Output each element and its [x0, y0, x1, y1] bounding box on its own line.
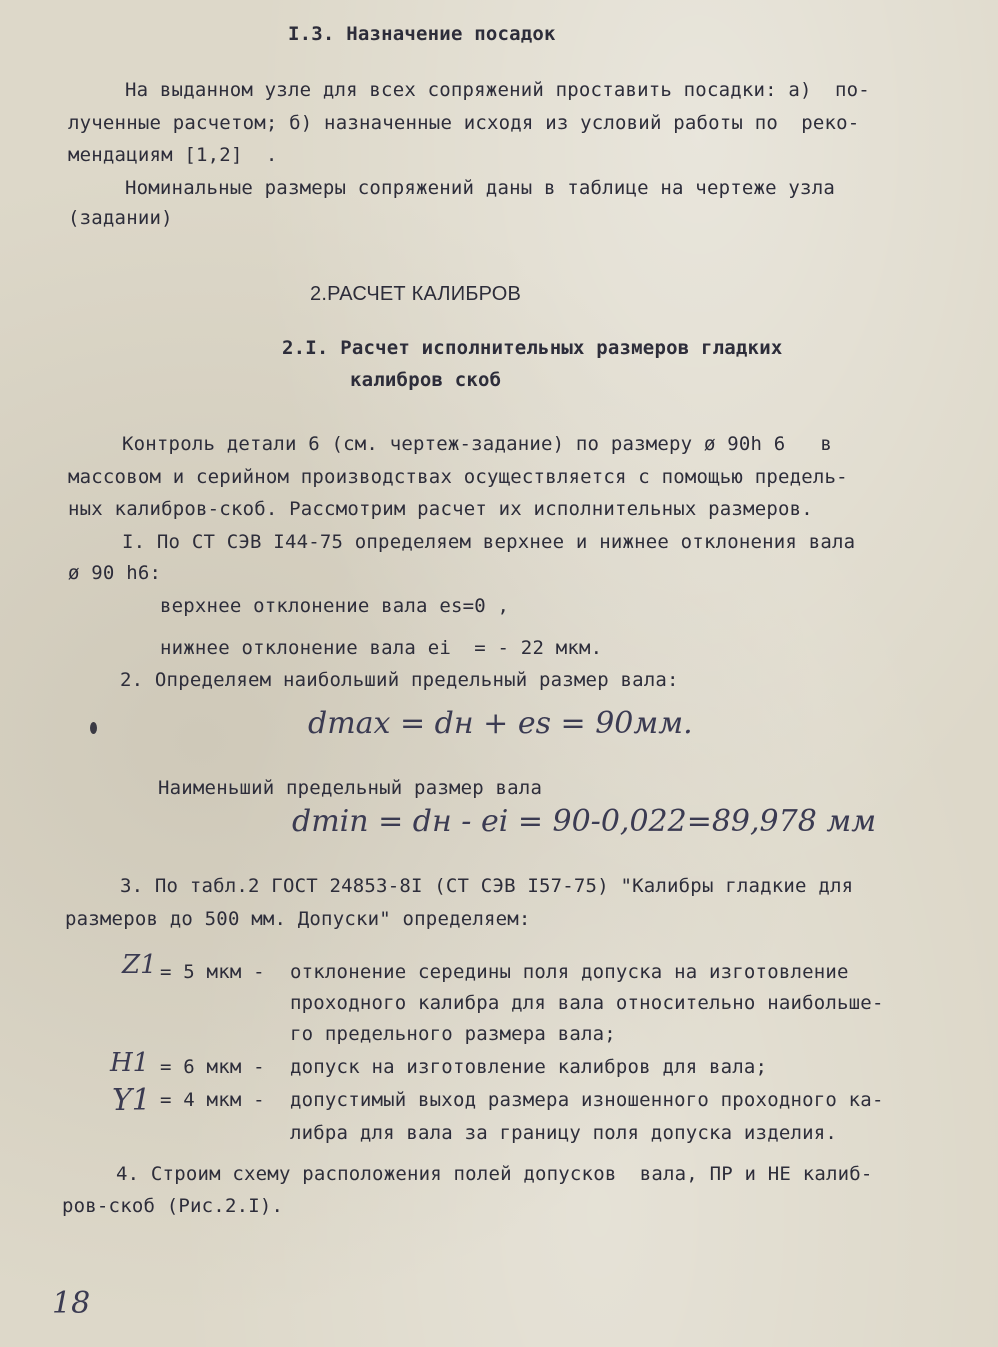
step-1-line: I. По СТ СЭВ I44-75 определяем верхнее и нижнее отклонения вала: [122, 531, 856, 553]
h1-description: допуск на изготовление калибров для вала;: [290, 1056, 768, 1078]
paragraph-line: лученные расчетом; б) назначенные исходя из условий работы по реко-: [68, 112, 860, 134]
step-3-line: размеров до 500 мм. Допуски" определяем:: [65, 908, 531, 930]
y1-description: допустимый выход размера изношенного проходного ка-: [290, 1089, 884, 1111]
paragraph-line: Контроль детали 6 (см. чертеж-задание) по размеру ø 90h 6 в: [122, 433, 832, 455]
section-heading-2: 2.РАСЧЕТ КАЛИБРОВ: [310, 283, 522, 305]
paragraph-line: массовом и серийном производствах осуществляется с помощью предель-: [68, 466, 848, 488]
paragraph-line: ных калибров-скоб. Рассмотрим расчет их исполнительных размеров.: [68, 498, 813, 520]
y1-symbol: Y1: [112, 1083, 151, 1118]
paragraph-line: мендациям [1,2] .: [68, 144, 278, 166]
h1-value: = 6 мкм -: [160, 1056, 265, 1078]
z1-description: отклонение середины поля допуска на изготовление: [290, 961, 849, 983]
formula-dmin: dmin = dн - ei = 90-0,022=89,978 мм: [292, 804, 877, 839]
y1-value: = 4 мкм -: [160, 1089, 265, 1111]
z1-symbol: Z1: [122, 950, 157, 980]
subsection-heading-2-1-cont: калибров скоб: [350, 369, 502, 391]
z1-value: = 5 мкм -: [160, 961, 265, 983]
paragraph-line: На выданном узле для всех сопряжений проставить посадки: а) по-: [125, 79, 870, 101]
paragraph-line: Номинальные размеры сопряжений даны в таблице на чертеже узла: [125, 177, 835, 199]
step-1-line: ø 90 h6:: [68, 562, 162, 584]
step-4-line: 4. Строим схему расположения полей допусков вала, ПР и НЕ калиб-: [116, 1163, 873, 1185]
lower-deviation: нижнее отклонение вала ei = - 22 мкм.: [160, 637, 603, 659]
z1-description: го предельного размера вала;: [290, 1023, 616, 1045]
step-4-line: ров-скоб (Рис.2.I).: [62, 1195, 284, 1217]
upper-deviation: верхнее отклонение вала es=0 ,: [160, 595, 510, 617]
formula-dmax: dmax = dн + es = 90мм.: [308, 706, 693, 741]
z1-description: проходного калибра для вала относительно наибольше-: [290, 992, 884, 1014]
y1-description: либра для вала за границу поля допуска изделия.: [290, 1122, 838, 1144]
dmin-label: Наименьший предельный размер вала: [158, 777, 543, 799]
subsection-heading-2-1: 2.I. Расчет исполнительных размеров гладких: [282, 337, 783, 359]
step-3-line: 3. По табл.2 ГОСТ 24853-8I (СТ СЭВ I57-75) "Калибры гладкие для: [120, 875, 854, 897]
h1-symbol: H1: [110, 1048, 150, 1078]
step-2: 2. Определяем наибольший предельный размер вала:: [120, 669, 679, 691]
ink-dot: [90, 722, 97, 734]
paragraph-line: (задании): [68, 207, 173, 229]
page-number: 18: [52, 1286, 91, 1321]
section-heading-1-3: I.3. Назначение посадок: [288, 23, 556, 45]
